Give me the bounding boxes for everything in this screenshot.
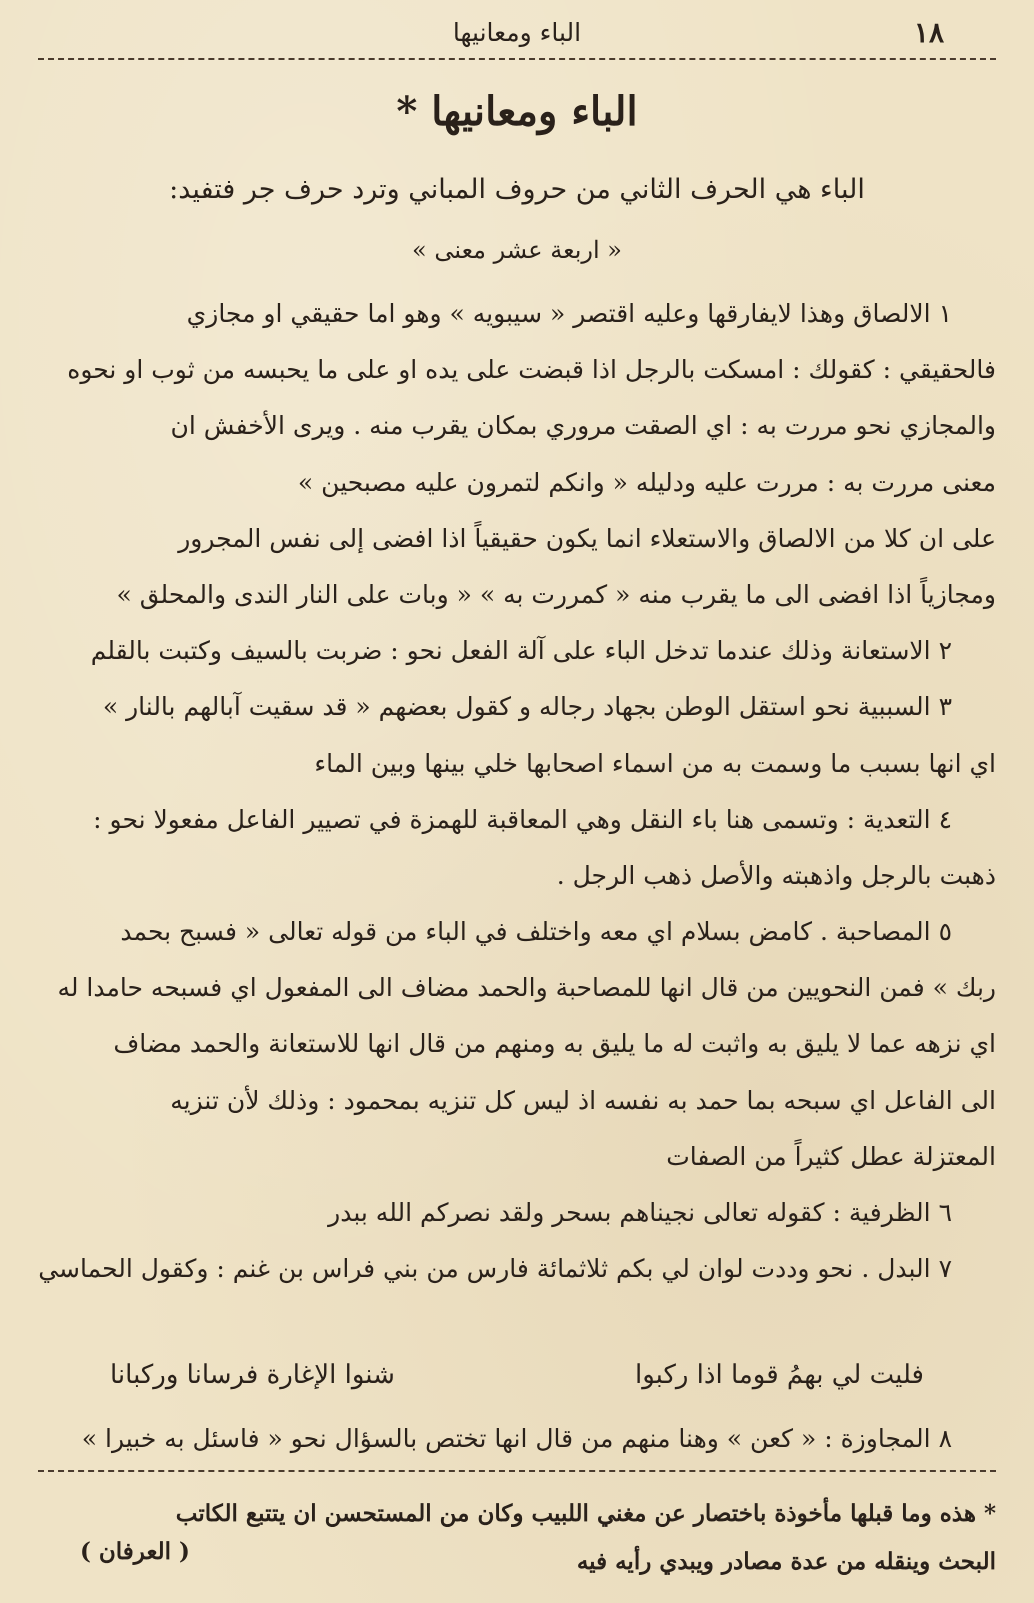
subheading: « اربعة عشر معنى » bbox=[412, 236, 622, 264]
body-line: ١ الالصاق وهذا لايفارقها وعليه اقتصر « سيبويه » وهو اما حقيقي او مجازي bbox=[186, 299, 952, 328]
poetry-verse bbox=[110, 1360, 924, 1390]
body-line: اي نزهه عما لا يليق به واثبت له ما يليق به ومنهم من قال انها للاستعانة والحمد مضاف bbox=[113, 1029, 996, 1059]
body-line: ٤ التعدية : وتسمى هنا باء النقل وهي المعاقبة للهمزة في تصيير الفاعل مفعولا نحو : bbox=[93, 804, 952, 834]
body-line: ٨ المجاوزة : « كعن » وهنا منهم من قال انها تختص بالسؤال نحو « فاسئل به خبيرا » bbox=[81, 1424, 952, 1453]
article-body-end bbox=[38, 1411, 996, 1467]
body-line: فالحقيقي : كقولك : امسكت بالرجل اذا قبضت على يده او على ما يحبسه من ثوب او نحوه bbox=[67, 355, 996, 385]
body-line: ٦ الظرفية : كقوله تعالى نجيناهم بسحر ولقد نصركم الله ببدر bbox=[328, 1198, 952, 1227]
body-line: ذهبت بالرجل واذهبته والأصل ذهب الرجل . bbox=[556, 860, 996, 890]
footnote-source: ( العرفان ) bbox=[80, 1538, 190, 1565]
page-number: ١٨ bbox=[913, 16, 944, 49]
body-line: ربك » فمن النحويين من قال انها للمصاحبة والحمد مضاف الى المفعول اي فسبحه حامدا له bbox=[57, 973, 996, 1003]
footnote-divider bbox=[38, 1470, 996, 1472]
article-title: الباء ومعانيها * bbox=[396, 88, 638, 135]
intro-text: الباء هي الحرف الثاني من حروف المباني وترد حرف جر فتفيد: bbox=[169, 174, 865, 205]
body-line: المعتزلة عطل كثيراً من الصفات bbox=[666, 1141, 996, 1171]
footnote-line: * هذه وما قبلها مأخوذة باختصار عن مغني اللبيب وكان من المستحسن ان يتتبع الكاتب bbox=[175, 1500, 996, 1527]
running-head: الباء ومعانيها bbox=[452, 18, 582, 47]
article-body bbox=[38, 286, 996, 1297]
header-divider bbox=[38, 58, 996, 60]
verse-first-hemistich: فليت لي بهمُ قوما اذا ركبوا bbox=[634, 1360, 924, 1390]
body-line: ٥ المصاحبة . كامض بسلام اي معه واختلف في الباء من قوله تعالى « فسبح بحمد bbox=[120, 917, 952, 947]
verse-second-hemistich: شنوا الإغارة فرسانا وركبانا bbox=[110, 1360, 395, 1390]
body-line: ومجازياً اذا افضى الى ما يقرب منه « كمررت به » « وبات على النار الندى والمحلق » bbox=[116, 579, 996, 609]
footnote-line: البحث وينقله من عدة مصادر ويبدي رأيه فيه bbox=[576, 1548, 996, 1575]
body-line: الى الفاعل اي سبحه بما حمد به نفسه اذ ليس كل تنزيه بمحمود : وذلك لأن تنزيه bbox=[170, 1085, 996, 1115]
body-line: والمجازي نحو مررت به : اي الصقت مروري بمكان يقرب منه . ويرى الأخفش ان bbox=[170, 411, 996, 441]
body-line: اي انها بسبب ما وسمت به من اسماء اصحابها خلي بينها وبين الماء bbox=[314, 748, 996, 778]
body-line: على ان كلا من الالصاق والاستعلاء انما يكون حقيقياً اذا افضى إلى نفس المجرور bbox=[178, 523, 996, 553]
body-line: ٢ الاستعانة وذلك عندما تدخل الباء على آلة الفعل نحو : ضربت بالسيف وكتبت بالقلم bbox=[90, 636, 952, 666]
body-line: معنى مررت به : مررت عليه ودليله « وانكم لتمرون عليه مصبحين » bbox=[297, 467, 996, 497]
body-line: ٣ السببية نحو استقل الوطن بجهاد رجاله و كقول بعضهم « قد سقيت آبالهم بالنار » bbox=[102, 692, 952, 722]
page-header bbox=[38, 16, 996, 48]
body-line: ٧ البدل . نحو وددت لوان لي بكم ثلاثمائة فارس من بني فراس بن غنم : وكقول الحماسي bbox=[38, 1254, 952, 1284]
